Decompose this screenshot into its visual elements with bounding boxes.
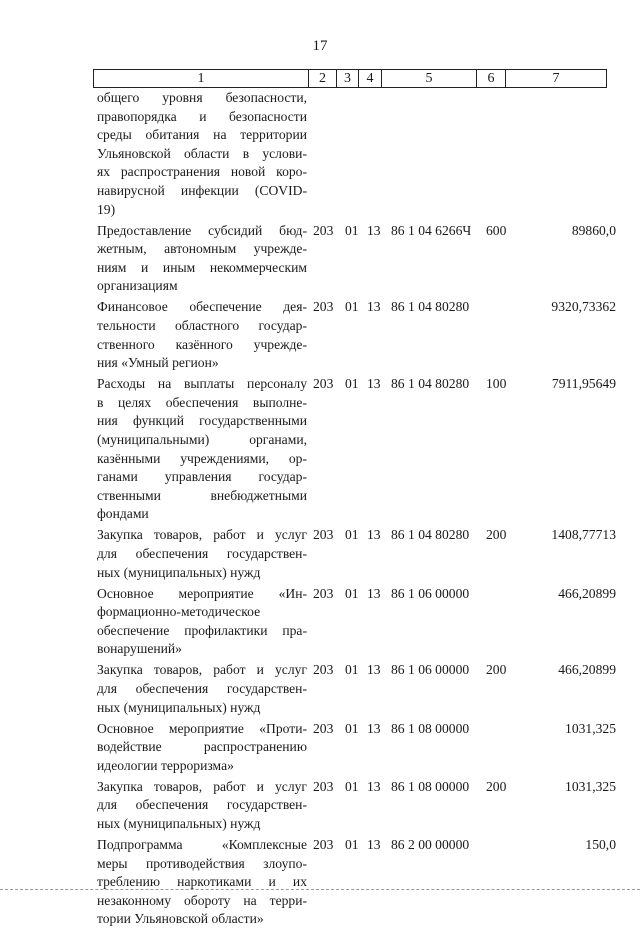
cell-col-2: 203 bbox=[313, 376, 334, 392]
description-line: незаконному обороту на терри- bbox=[97, 892, 307, 908]
description-line: обеспечение профилактики пра- bbox=[97, 622, 307, 638]
description-line: ственными внебюджетными bbox=[97, 487, 307, 503]
cell-col-6: 600 bbox=[486, 222, 507, 238]
header-col-7: 7 bbox=[506, 70, 607, 88]
header-col-6: 6 bbox=[477, 70, 506, 88]
cell-col-2: 203 bbox=[313, 585, 334, 601]
cell-col-3: 01 bbox=[345, 778, 359, 794]
description-line: фондами bbox=[97, 506, 149, 522]
cell-col-7: 9320,73362 bbox=[551, 299, 616, 315]
cell-col-5: 86 1 04 6266Ч bbox=[391, 222, 472, 238]
cell-col-5: 86 1 06 00000 bbox=[391, 585, 470, 601]
description-line: для обеспечения государствен- bbox=[97, 545, 307, 561]
cell-col-7: 1408,77713 bbox=[551, 527, 616, 543]
row-description bbox=[97, 778, 307, 834]
cell-col-4: 13 bbox=[367, 222, 381, 238]
cell-col-3: 01 bbox=[345, 720, 359, 736]
header-col-5: 5 bbox=[382, 70, 477, 88]
description-line: меры противодействия злоупо- bbox=[97, 855, 307, 871]
cell-col-7: 1031,325 bbox=[565, 720, 616, 736]
cell-col-5: 86 2 00 00000 bbox=[391, 837, 470, 852]
cell-col-4: 13 bbox=[367, 837, 381, 852]
description-line: Закупка товаров, работ и услуг bbox=[97, 778, 307, 794]
row-description bbox=[97, 375, 307, 524]
cell-col-4: 13 bbox=[367, 299, 381, 315]
cell-col-4: 13 bbox=[367, 585, 381, 601]
row-description bbox=[97, 836, 307, 929]
cell-col-3: 01 bbox=[345, 662, 359, 678]
header-col-2: 2 bbox=[309, 70, 337, 88]
description-line: Закупка товаров, работ и услуг bbox=[97, 662, 307, 678]
cell-col-2: 203 bbox=[313, 222, 334, 238]
row-description bbox=[97, 89, 307, 219]
cell-col-2: 203 bbox=[313, 527, 334, 543]
description-line: ях распространения новой коро- bbox=[97, 164, 307, 180]
row-description bbox=[97, 720, 307, 776]
cell-col-4: 13 bbox=[367, 662, 381, 678]
description-line: правопорядка и безопасности bbox=[97, 108, 307, 124]
cell-col-3: 01 bbox=[345, 837, 359, 852]
page-number: 17 bbox=[312, 38, 328, 54]
cell-col-2: 203 bbox=[313, 720, 334, 736]
page-bottom-divider bbox=[0, 889, 640, 891]
description-line: Подпрограмма «Комплексные bbox=[97, 837, 307, 852]
cell-col-6: 200 bbox=[486, 527, 507, 543]
table-header bbox=[93, 69, 607, 88]
description-line: Основное мероприятие «Ин- bbox=[97, 585, 307, 601]
description-line: навирусной инфекции (COVID- bbox=[97, 182, 307, 198]
header-col-1: 1 bbox=[94, 70, 309, 88]
row-description bbox=[97, 298, 307, 372]
cell-col-3: 01 bbox=[345, 376, 359, 392]
cell-col-6: 200 bbox=[486, 662, 507, 678]
cell-col-4: 13 bbox=[367, 527, 381, 543]
cell-col-4: 13 bbox=[367, 720, 381, 736]
description-line: Расходы на выплаты персоналу bbox=[97, 376, 307, 392]
description-line: Закупка товаров, работ и услуг bbox=[97, 527, 307, 543]
description-line: формационно-методическое bbox=[97, 604, 261, 620]
description-line: Финансовое обеспечение дея- bbox=[97, 299, 307, 315]
description-line: ственного казённого учрежде- bbox=[97, 336, 307, 352]
cell-col-2: 203 bbox=[313, 299, 334, 315]
cell-col-2: 203 bbox=[313, 778, 334, 794]
description-line: (муниципальными) органами, bbox=[97, 431, 307, 447]
cell-col-5: 86 1 06 00000 bbox=[391, 662, 470, 678]
cell-col-4: 13 bbox=[367, 778, 381, 794]
description-line: для обеспечения государствен- bbox=[97, 680, 307, 696]
cell-col-5: 86 1 04 80280 bbox=[391, 376, 470, 392]
cell-col-2: 203 bbox=[313, 837, 334, 852]
description-line: среды обитания на территории bbox=[97, 127, 307, 143]
description-line: ных (муниципальных) нужд bbox=[97, 815, 261, 831]
row-description bbox=[97, 661, 307, 717]
cell-col-2: 203 bbox=[313, 662, 334, 678]
row-description bbox=[97, 526, 307, 582]
description-line: для обеспечения государствен- bbox=[97, 797, 307, 813]
cell-col-5: 86 1 04 80280 bbox=[391, 299, 470, 315]
description-line: вонарушений» bbox=[97, 641, 182, 657]
cell-col-5: 86 1 08 00000 bbox=[391, 778, 470, 794]
cell-col-5: 86 1 08 00000 bbox=[391, 720, 470, 736]
description-line: ниям и иным некоммерческим bbox=[97, 259, 307, 275]
description-line: треблению наркотиками и их bbox=[97, 874, 307, 890]
header-col-4: 4 bbox=[359, 70, 382, 88]
cell-col-3: 01 bbox=[345, 585, 359, 601]
description-line: ния функций государственными bbox=[97, 413, 307, 429]
cell-col-4: 13 bbox=[367, 376, 381, 392]
cell-col-7: 466,20899 bbox=[558, 662, 616, 678]
cell-col-3: 01 bbox=[345, 299, 359, 315]
description-line: казёнными учреждениями, ор- bbox=[97, 450, 307, 466]
description-line: 19) bbox=[97, 201, 116, 217]
cell-col-3: 01 bbox=[345, 527, 359, 543]
description-line: в целях обеспечения выполне- bbox=[97, 394, 307, 410]
description-line: жетным, автономным учрежде- bbox=[97, 241, 307, 257]
description-line: ния «Умный регион» bbox=[97, 355, 219, 371]
cell-col-7: 89860,0 bbox=[571, 222, 616, 238]
cell-col-5: 86 1 04 80280 bbox=[391, 527, 470, 543]
description-line: ных (муниципальных) нужд bbox=[97, 564, 261, 580]
cell-col-7: 466,20899 bbox=[558, 585, 616, 601]
cell-col-7: 7911,95649 bbox=[551, 376, 616, 392]
description-line: водействие распространению bbox=[97, 739, 307, 755]
cell-col-7: 150,0 bbox=[585, 837, 616, 852]
row-description bbox=[97, 585, 307, 659]
header-col-3: 3 bbox=[337, 70, 359, 88]
description-line: Предоставление субсидий бюд- bbox=[97, 222, 307, 238]
description-line: идеологии терроризма» bbox=[97, 757, 234, 773]
cell-col-6: 200 bbox=[486, 778, 507, 794]
description-line: организациям bbox=[97, 278, 178, 294]
row-description bbox=[97, 222, 307, 296]
description-line: общего уровня безопасности, bbox=[97, 90, 307, 105]
description-line: ных (муниципальных) нужд bbox=[97, 699, 261, 715]
cell-col-3: 01 bbox=[345, 222, 359, 238]
description-line: тории Ульяновской области» bbox=[97, 911, 264, 927]
description-line: Основное мероприятие «Проти- bbox=[97, 720, 307, 736]
description-line: тельности областного государ- bbox=[97, 317, 307, 333]
cell-col-7: 1031,325 bbox=[565, 778, 616, 794]
cell-col-6: 100 bbox=[486, 376, 507, 392]
description-line: ганами управления государ- bbox=[97, 469, 307, 485]
description-line: Ульяновской области в услови- bbox=[97, 145, 307, 161]
